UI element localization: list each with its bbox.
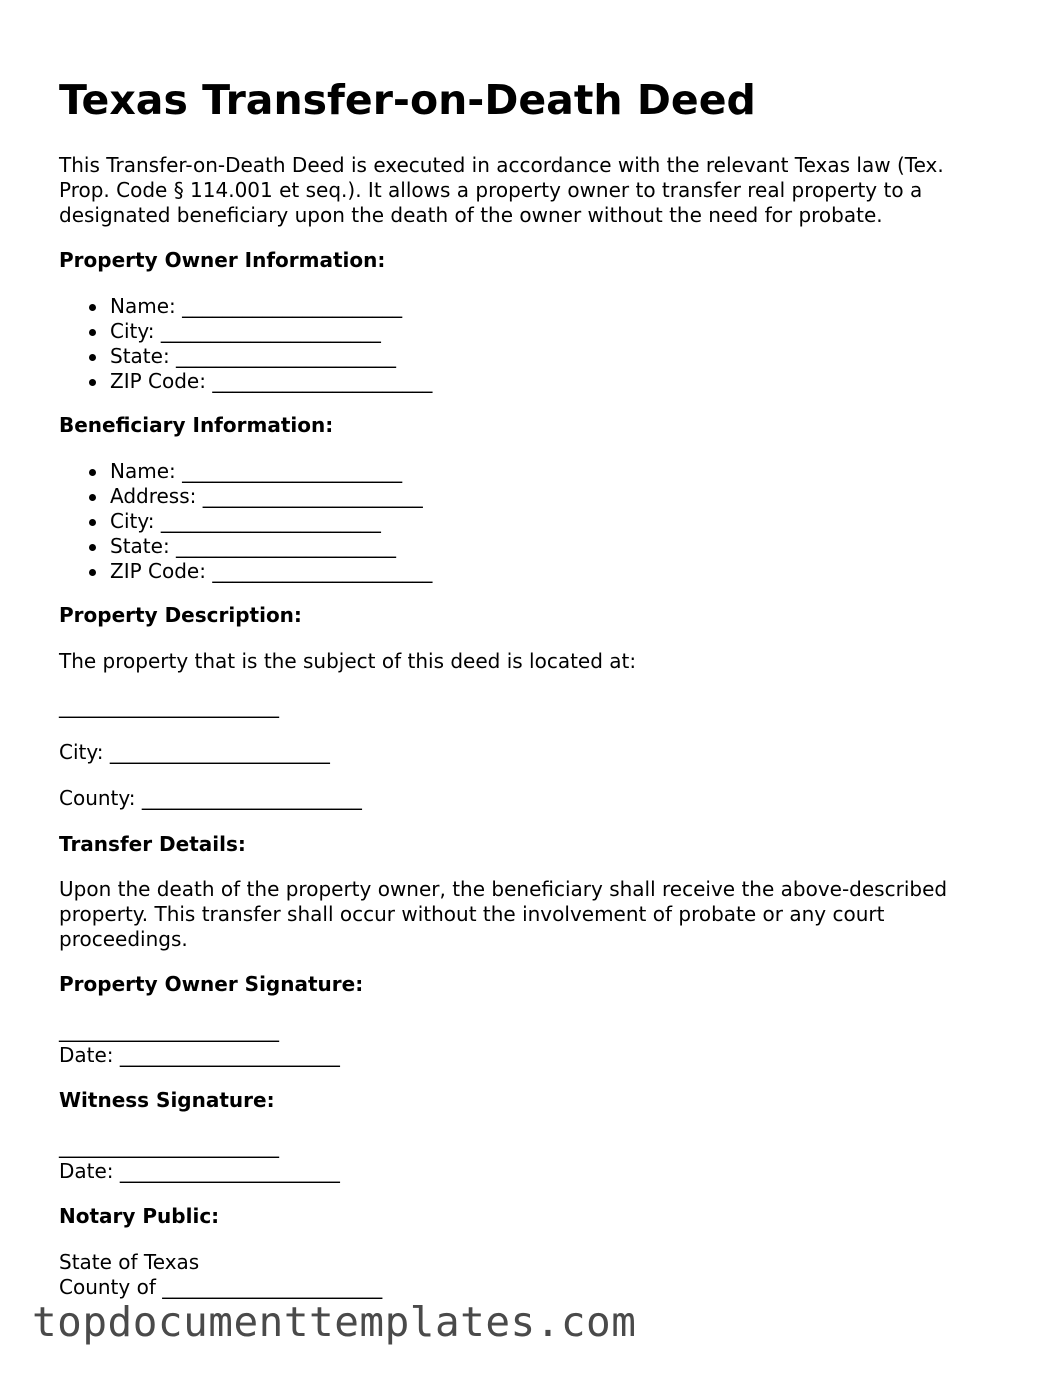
beneficiary-info-heading: Beneficiary Information: [59,413,334,437]
owner-city-field: City: ______________________ [59,319,432,344]
beneficiary-city-field: City: ______________________ [59,509,432,534]
owner-signature-date: Date: ______________________ [59,1043,340,1067]
owner-zip-field: ZIP Code: ______________________ [59,369,432,394]
owner-info-list [59,294,432,394]
owner-name-field: Name: ______________________ [59,294,432,319]
watermark: topdocumenttemplates.com [32,1298,637,1346]
property-county-field: County: ______________________ [59,786,362,810]
beneficiary-address-field: Address: ______________________ [59,484,432,509]
intro-paragraph: This Transfer-on-Death Deed is executed in accordance with the relevant Texas law (Tex. Prop. Code § 114.001 et seq.). It allows a property owner to transfer real property to a designated beneficiary upon the death of the owner without the need for probate. [59,153,944,227]
transfer-details-text: Upon the death of the property owner, the beneficiary shall receive the above-described property. This transfer shall occur without the involvement of probate or any court proceedings. [59,877,948,951]
property-description-heading: Property Description: [59,603,302,627]
notary-public-heading: Notary Public: [59,1204,220,1228]
owner-signature-line: ______________________ [59,1018,279,1042]
property-city-field: City: ______________________ [59,740,330,764]
document-title: Texas Transfer-on-Death Deed [59,76,756,124]
beneficiary-state-field: State: ______________________ [59,534,432,559]
notary-state: State of Texas [59,1250,200,1274]
owner-signature-heading: Property Owner Signature: [59,972,364,996]
property-address-line: ______________________ [59,694,279,718]
beneficiary-info-list [59,459,432,584]
owner-info-heading: Property Owner Information: [59,248,386,272]
property-location-text: The property that is the subject of this deed is located at: [59,649,637,673]
witness-signature-heading: Witness Signature: [59,1088,275,1112]
owner-state-field: State: ______________________ [59,344,432,369]
witness-signature-line: ______________________ [59,1134,279,1158]
transfer-details-heading: Transfer Details: [59,832,246,856]
beneficiary-zip-field: ZIP Code: ______________________ [59,559,432,584]
witness-signature-date: Date: ______________________ [59,1159,340,1183]
notary-county-field: County of ______________________ [59,1275,383,1299]
beneficiary-name-field: Name: ______________________ [59,459,432,484]
